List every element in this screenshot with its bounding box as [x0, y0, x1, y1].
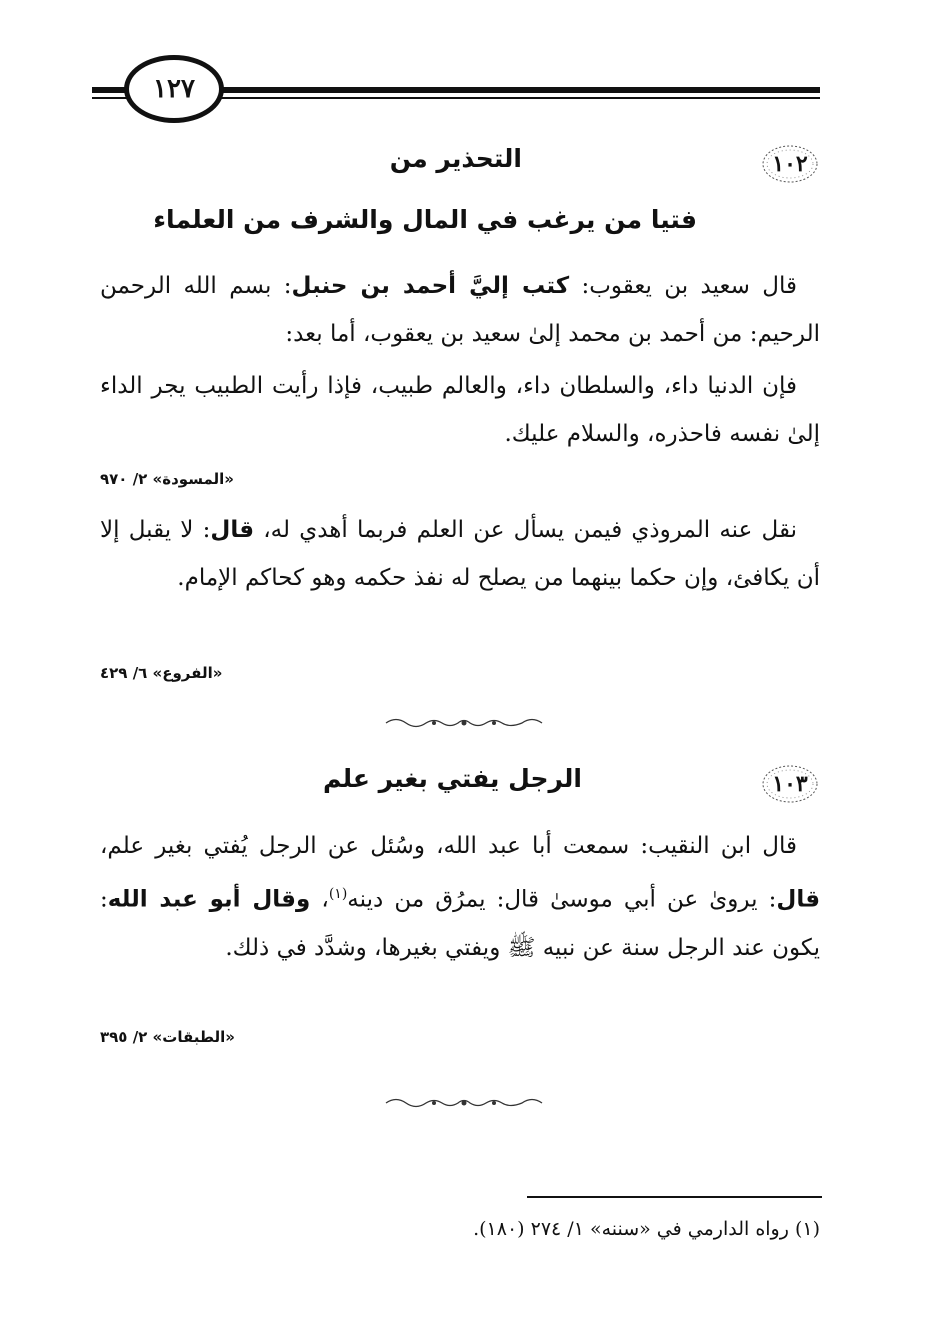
section-number-badge: [760, 142, 820, 186]
bold-text: كتب إليَّ أحمد بن حنبل: [291, 273, 570, 299]
section-title: الرجل يفتي بغير علم: [323, 764, 582, 793]
page-number-badge: [124, 55, 224, 123]
page-number: ١٢٧: [153, 74, 195, 104]
text: : يكون عند الرجل سنة عن نبيه ﷺ ويفتي بغيرها، وشدَّد في ذلك.: [100, 886, 820, 961]
bold-text: قال: [210, 517, 255, 543]
text: فإن الدنيا داء، والسلطان داء، والعالم طبيب، فإذا رأيت الطبيب يجر الداء إلىٰ نفسه فاحذره، والسلام عليك.: [100, 373, 820, 447]
text: : لا يقبل إلا أن يكافئ، وإن حكما بينهما من يصلح له نفذ حكمه وهو كحاكم الإمام.: [100, 517, 820, 591]
paragraph: [100, 822, 820, 972]
footnote-separator: [527, 1196, 822, 1198]
section-number-badge: [760, 762, 820, 806]
text: : بسم الله الرحمن الرحيم: من أحمد بن محمد إلىٰ سعيد بن يعقوب، أما بعد:: [100, 273, 820, 347]
bold-text: وقال أبو عبد الله: [107, 886, 311, 913]
paragraph: [100, 506, 820, 602]
ornament-divider: [384, 716, 544, 730]
text: قال ابن النقيب: سمعت أبا عبد الله، وسُئل عن الرجل يُفتي بغير علم،: [100, 833, 797, 859]
source-citation: «الفروع» ٦/ ٤٢٩: [100, 664, 223, 682]
section-subtitle: فتيا من يرغب في المال والشرف من العلماء: [153, 205, 697, 234]
text: قال سعيد بن يعقوب:: [569, 273, 797, 299]
bold-text: قال: [776, 886, 821, 913]
text: نقل عنه المروذي فيمن يسأل عن العلم فربما أهدي له،: [254, 517, 797, 543]
ornament-divider: [384, 1096, 544, 1110]
text: ،: [310, 886, 329, 913]
page-header: [92, 55, 820, 135]
section-title: التحذير من: [389, 144, 522, 173]
section-number: ١٠٢: [772, 151, 808, 177]
text: : يروىٰ عن أبي موسىٰ قال: يمرُق من دينه: [347, 886, 777, 913]
paragraph: [100, 362, 820, 458]
footnote-ref[interactable]: (١): [328, 886, 348, 902]
footnote: (١) رواه الدارمي في «سننه» ١/ ٢٧٤ (١٨٠).: [473, 1218, 820, 1240]
section-number: ١٠٣: [772, 771, 808, 797]
source-citation: «الطبقات» ٢/ ٣٩٥: [100, 1028, 235, 1046]
source-citation: «المسودة» ٢/ ٩٧٠: [100, 470, 234, 488]
paragraph: [100, 262, 820, 358]
